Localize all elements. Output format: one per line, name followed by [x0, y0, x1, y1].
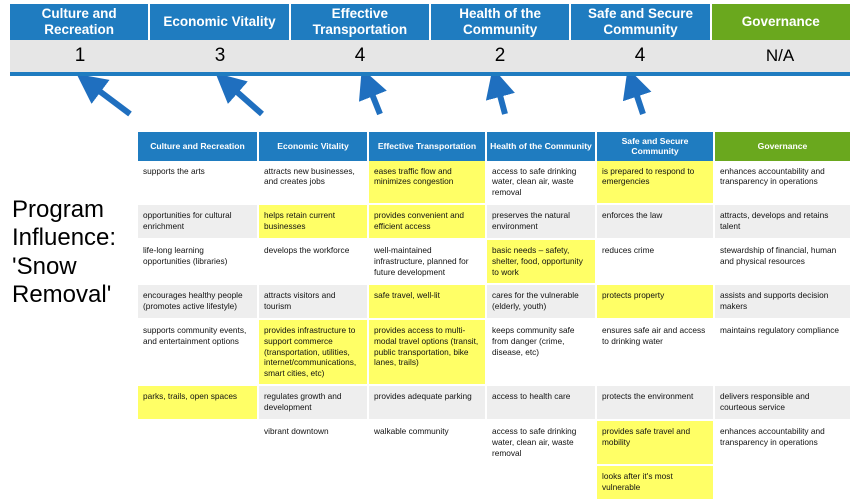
influence-matrix: [138, 132, 850, 501]
score-effective-transportation: 4: [354, 45, 366, 66]
matrix-cell: [258, 465, 368, 500]
matrix-cell: enhances accountability and transparency in operations: [714, 420, 850, 465]
matrix-header-safe-and-secure-community: Safe and Secure Community: [596, 132, 714, 161]
matrix-cell: stewardship of financial, human and physical resources: [714, 239, 850, 284]
matrix-cell: provides access to multi-modal travel options (transit, public transportation, bike lanes, trails): [368, 319, 486, 385]
matrix-cell: enhances accountability and transparency in operations: [714, 161, 850, 205]
matrix-cell: [486, 465, 596, 500]
matrix-cell: encourages healthy people (promotes active lifestyle): [138, 284, 258, 319]
score-culture-and-recreation: 1: [74, 45, 86, 66]
program-influence-line-4: Removal': [12, 280, 112, 308]
matrix-cell: helps retain current businesses: [258, 204, 368, 239]
arrow-safe-and-secure-community: [633, 84, 643, 114]
program-influence-line-3: 'Snow: [12, 252, 77, 280]
matrix-cell: keeps community safe from danger (crime, disease, etc): [486, 319, 596, 385]
matrix-cell: maintains regulatory compliance: [714, 319, 850, 385]
matrix-cell: attracts new businesses, and creates jobs: [258, 161, 368, 205]
table-row: [138, 465, 850, 500]
table-row: [138, 284, 850, 319]
matrix-cell: vibrant downtown: [258, 420, 368, 465]
matrix-cell: well-maintained infrastructure, planned for future development: [368, 239, 486, 284]
matrix-cell: ensures safe air and access to drinking water: [596, 319, 714, 385]
matrix-cell: assists and supports decision makers: [714, 284, 850, 319]
score-economic-vitality: 3: [214, 45, 226, 66]
score-governance: N/A: [765, 46, 795, 65]
matrix-cell: life-long learning opportunities (libraries): [138, 239, 258, 284]
matrix-cell: [368, 465, 486, 500]
matrix-cell: attracts, develops and retains talent: [714, 204, 850, 239]
table-row: [138, 161, 850, 205]
matrix-header-health-of-the-community: Health of the Community: [486, 132, 596, 161]
matrix-cell: provides adequate parking: [368, 385, 486, 420]
matrix-cell: walkable community: [368, 420, 486, 465]
matrix-cell: basic needs – safety, shelter, food, opportunity to work: [486, 239, 596, 284]
matrix-header-row: [138, 132, 850, 161]
matrix-cell: eases traffic flow and minimizes congestion: [368, 161, 486, 205]
matrix-cell: delivers responsible and courteous service: [714, 385, 850, 420]
matrix-cell: parks, trails, open spaces: [138, 385, 258, 420]
program-influence-line-1: Program: [12, 196, 105, 223]
matrix-header-governance: Governance: [714, 132, 850, 161]
matrix-cell: looks after it's most vulnerable: [596, 465, 714, 500]
matrix-header-economic-vitality: Economic Vitality: [258, 132, 368, 161]
matrix-cell: preserves the natural environment: [486, 204, 596, 239]
table-row: [138, 420, 850, 465]
matrix-cell: provides convenient and efficient access: [368, 204, 486, 239]
header-effective-transportation: Effective Transportation: [291, 4, 431, 40]
matrix-header-effective-transportation: Effective Transportation: [368, 132, 486, 161]
arrow-economic-vitality: [228, 84, 262, 114]
matrix-cell: [138, 465, 258, 500]
table-row: [138, 385, 850, 420]
matrix-cell: enforces the law: [596, 204, 714, 239]
matrix-cell: is prepared to respond to emergencies: [596, 161, 714, 205]
score-band: [10, 40, 850, 72]
table-row: [138, 204, 850, 239]
matrix-cell: regulates growth and development: [258, 385, 368, 420]
matrix-cell: reduces crime: [596, 239, 714, 284]
arrow-health-of-the-community: [497, 84, 505, 114]
matrix-cell: provides safe travel and mobility: [596, 420, 714, 465]
header-culture-and-recreation: Culture and Recreation: [10, 4, 150, 40]
program-influence-label: [12, 196, 137, 309]
arrow-culture-and-recreation: [90, 84, 130, 114]
matrix-cell: access to safe drinking water, clean air, waste removal: [486, 161, 596, 205]
header-governance: Governance: [712, 4, 850, 40]
matrix-cell: [714, 465, 850, 500]
header-safe-and-secure-community: Safe and Secure Community: [571, 4, 711, 40]
arrow-effective-transportation: [368, 84, 380, 114]
priority-header-band: [10, 4, 850, 40]
matrix-cell: protects property: [596, 284, 714, 319]
matrix-cell: cares for the vulnerable (elderly, youth): [486, 284, 596, 319]
header-economic-vitality: Economic Vitality: [150, 4, 290, 40]
matrix-cell: safe travel, well-lit: [368, 284, 486, 319]
matrix-cell: attracts visitors and tourism: [258, 284, 368, 319]
matrix-body: [138, 161, 850, 501]
matrix-header-culture-and-recreation: Culture and Recreation: [138, 132, 258, 161]
matrix-cell: supports community events, and entertainment options: [138, 319, 258, 385]
matrix-cell: access to safe drinking water, clean air, waste removal: [486, 420, 596, 465]
arrow-layer: [0, 76, 859, 134]
header-health-of-the-community: Health of the Community: [431, 4, 571, 40]
matrix-cell: provides infrastructure to support commerce (transportation, utilities, internet/communications, smart cities, etc): [258, 319, 368, 385]
matrix-cell: protects the environment: [596, 385, 714, 420]
matrix-cell: access to health care: [486, 385, 596, 420]
matrix-cell: supports the arts: [138, 161, 258, 205]
score-health-of-the-community: 2: [494, 45, 506, 66]
score-safe-and-secure-community: 4: [634, 45, 646, 66]
matrix-cell: opportunities for cultural enrichment: [138, 204, 258, 239]
table-row: [138, 319, 850, 385]
program-influence-line-2: Influence:: [12, 224, 117, 252]
matrix-cell: [138, 420, 258, 465]
table-row: [138, 239, 850, 284]
matrix-cell: develops the workforce: [258, 239, 368, 284]
